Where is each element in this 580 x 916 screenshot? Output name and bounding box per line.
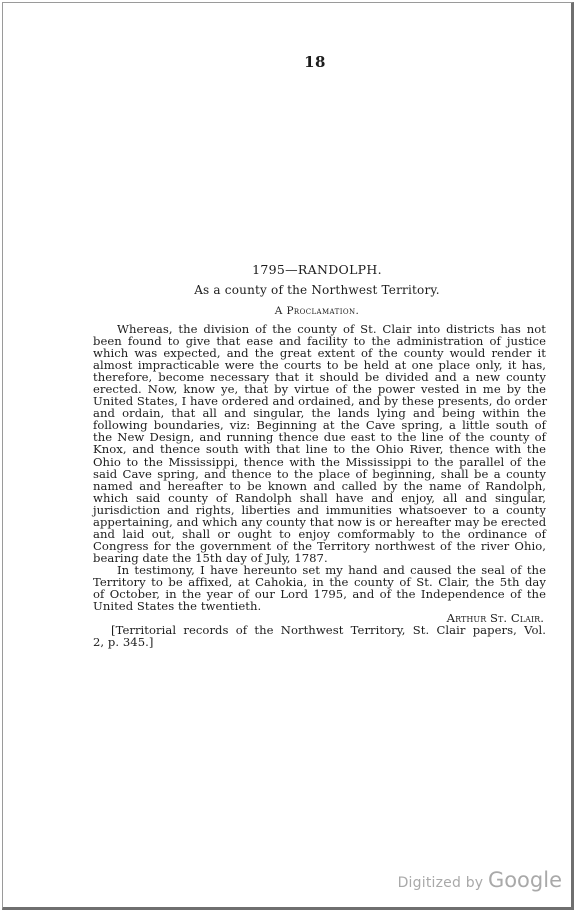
- citation-line: 2, p. 345.]: [93, 635, 154, 650]
- body-line: jurisdiction and rights, liberties and immunities whatsoever to a county: [93, 502, 546, 517]
- body-line: Ohio to the Mississippi, thence with the Mississippi to the parallel of the: [93, 454, 546, 469]
- watermark-brand: Google: [487, 868, 562, 892]
- body-line: Whereas, the division of the county of St. Clair into districts has not: [117, 322, 546, 336]
- body-line: appertaining, and which any county that now is or hereafter may be erected: [93, 514, 547, 529]
- body-line: the New Design, and running thence due east to the line of the county of: [93, 430, 546, 445]
- body-line: and laid out, shall or ought to enjoy comformably to the ordinance of: [93, 526, 546, 541]
- body-line: which was expected, and the great extent of the county would render it: [93, 346, 546, 361]
- body-line: been found to give that ease and facility to the administration of justice: [93, 334, 546, 349]
- page-number: 18: [304, 53, 326, 71]
- body-line: of October, in the year of our Lord 1795, and of the Independence of the: [93, 587, 546, 602]
- body-line: Congress for the government of the Territory northwest of the river Ohio,: [93, 538, 546, 553]
- document-subtitle: As a county of the Northwest Territory.: [194, 283, 440, 297]
- body-line: following boundaries, viz: Beginning at the Cave spring, a little south of: [93, 418, 546, 433]
- body-line: Knox, and thence south with that line to the Ohio River, thence with the: [93, 442, 546, 457]
- body-line: erected. Now, know ye, that by virtue of the power vested in me by the: [93, 382, 546, 397]
- body-line: United States the twentieth.: [93, 599, 262, 614]
- body-line: and ordain, that all and singular, the lands lying and being within the: [93, 406, 546, 421]
- body-line: almost impracticable were the courts to be held at one place only, it has,: [93, 358, 546, 373]
- body-line: In testimony, I have hereunto set my hand and caused the seal of the: [117, 562, 546, 577]
- body-line: therefore, become necessary that it should be divided and a new county: [93, 370, 546, 385]
- body-line: named and hereafter to be known and called by the name of Randolph,: [93, 478, 546, 493]
- body-line: which said county of Randolph shall have and enjoy, all and singular,: [93, 490, 546, 505]
- citation-line: [Territorial records of the Northwest Territory, St. Clair papers, Vol.: [111, 623, 546, 638]
- watermark-prefix: Digitized by: [397, 875, 484, 891]
- body-line: United States, I have ordered and ordained, and by these presents, do order: [93, 394, 548, 409]
- body-line: bearing date the 15th day of July, 1787.: [93, 550, 328, 565]
- document-title: 1795—RANDOLPH.: [252, 262, 382, 277]
- digitization-watermark: [398, 868, 562, 892]
- body-line: said Cave spring, and thence to the place of beginning, shall be a county: [93, 466, 546, 481]
- body-line: Territory to be affixed, at Cahokia, in the county of St. Clair, the 5th day: [93, 574, 546, 589]
- proclamation-body: [93, 323, 546, 648]
- proclamation-label: A Proclamation.: [274, 305, 360, 317]
- signature: Arthur St. Clair.: [446, 611, 544, 626]
